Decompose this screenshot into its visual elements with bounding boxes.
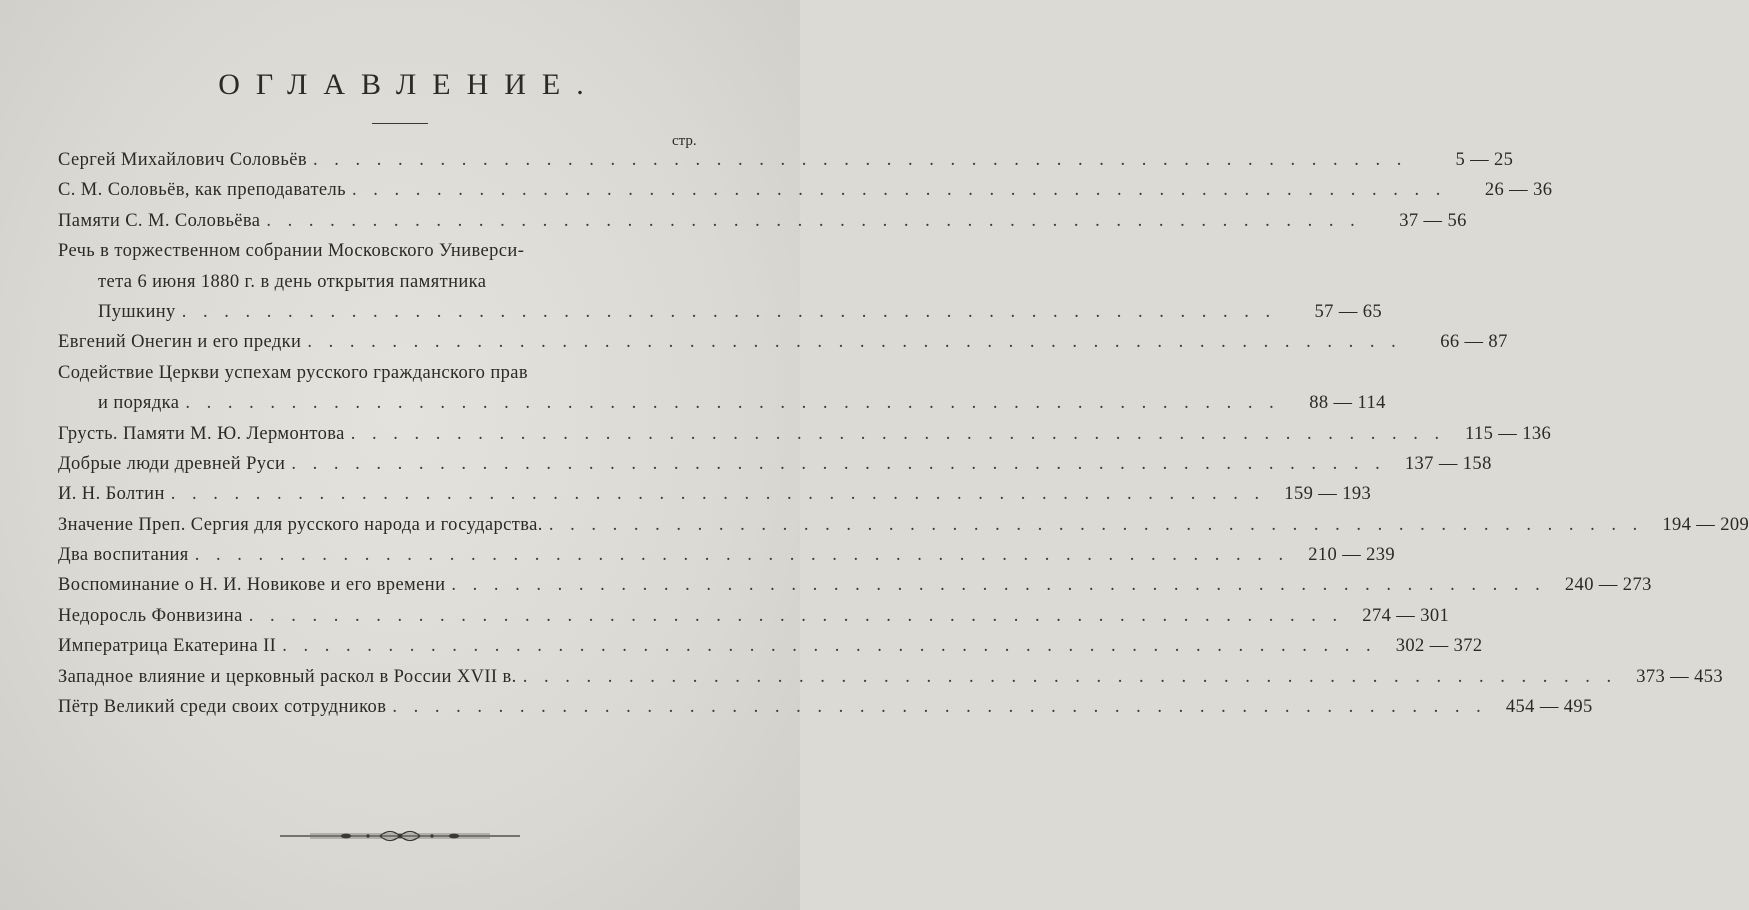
dot-leader: . . . . . . . . . . . . . . . . . . . . . . . . . . . . . . . . . . . . . . . . . . . . . . . . . . . .	[451, 575, 1546, 596]
toc-line	[58, 697, 1593, 727]
toc-entry	[58, 241, 1383, 332]
toc-line	[58, 423, 1552, 454]
table-of-contents	[58, 150, 1749, 727]
toc-line	[58, 605, 1450, 636]
toc-line	[58, 545, 1396, 575]
toc-entry-title: Евгений Онегин и его предки	[58, 332, 302, 353]
toc-entry-title: С. М. Соловьёв, как преподаватель	[58, 180, 347, 201]
toc-line	[58, 484, 1372, 514]
toc-entry-title: Воспоминание о Н. И. Новикове и его времени	[58, 575, 446, 596]
toc-line	[58, 575, 1652, 605]
toc-entry	[58, 453, 1492, 484]
toc-entry	[58, 697, 1593, 727]
toc-entry	[58, 636, 1483, 666]
toc-line	[58, 241, 734, 271]
toc-page-range: 115 — 136	[1465, 423, 1552, 444]
toc-page-range: 66 — 87	[1440, 332, 1508, 353]
toc-line	[58, 301, 1383, 332]
toc-entry	[58, 150, 1514, 180]
dot-leader: . . . . . . . . . . . . . . . . . . . . . . . . . . . . . . . . . . . . . . . . . . . . . . . . . . . .	[181, 301, 1277, 322]
toc-entry	[58, 362, 1386, 424]
toc-entry	[58, 575, 1652, 605]
toc-page-range: 37 — 56	[1399, 210, 1467, 231]
toc-entry	[58, 332, 1508, 362]
toc-entry	[58, 545, 1396, 575]
toc-entry-title: Пушкину	[98, 301, 176, 322]
toc-page-range: 240 — 273	[1564, 575, 1652, 596]
toc-entry-title: Два воспитания	[58, 545, 189, 566]
dot-leader: . . . . . . . . . . . . . . . . . . . . . . . . . . . . . . . . . . . . . . . . . . . . . . . . . . . .	[548, 514, 1644, 535]
toc-entry-title: тета 6 июня 1880 г. в день открытия памятника	[98, 271, 487, 292]
toc-entry	[58, 605, 1450, 636]
toc-page-range: 137 — 158	[1404, 453, 1492, 474]
toc-entry-title: и порядка	[98, 393, 180, 414]
toc-entry	[58, 423, 1552, 454]
toc-page-range: 159 — 193	[1284, 484, 1372, 505]
dot-leader: . . . . . . . . . . . . . . . . . . . . . . . . . . . . . . . . . . . . . . . . . . . . . . . . . . . .	[350, 423, 1446, 444]
dot-leader: . . . . . . . . . . . . . . . . . . . . . . . . . . . . . . . . . . . . . . . . . . . . . . . . . . . .	[392, 697, 1487, 718]
dot-leader: . . . . . . . . . . . . . . . . . . . . . . . . . . . . . . . . . . . . . . . . . . . . . . . . . . . .	[291, 453, 1386, 474]
toc-page-range: 5 — 25	[1455, 150, 1514, 170]
dot-leader: . . . . . . . . . . . . . . . . . . . . . . . . . . . . . . . . . . . . . . . . . . . . . . . . . . . .	[248, 605, 1344, 626]
toc-page-range: 26 — 36	[1484, 180, 1553, 201]
toc-page-range: 194 — 209	[1662, 514, 1749, 535]
toc-entry	[58, 210, 1467, 241]
toc-entry-title: Памяти С. М. Соловьёва	[58, 210, 261, 231]
toc-page-range: 373 — 453	[1636, 666, 1724, 687]
toc-page-range: 454 — 495	[1505, 697, 1593, 718]
toc-line	[58, 332, 1508, 362]
toc-line	[58, 636, 1483, 666]
dot-leader: . . . . . . . . . . . . . . . . . . . . . . . . . . . . . . . . . . . . . . . . . . . . . . . . . . . .	[194, 545, 1290, 566]
toc-entry-title: Императрица Екатерина II	[58, 636, 277, 657]
toc-entry-title: Содействие Церкви успехам русского гражданского прав	[58, 362, 529, 383]
toc-entry	[58, 666, 1724, 697]
toc-line	[58, 210, 1467, 241]
dot-leader: . . . . . . . . . . . . . . . . . . . . . . . . . . . . . . . . . . . . . . . . . . . . . . . . . . . .	[266, 210, 1361, 231]
toc-page-range: 274 — 301	[1362, 605, 1450, 626]
toc-entry-title: Недоросль Фонвизина	[58, 605, 243, 626]
toc-entry-title: Речь в торжественном собрании Московского Универси-	[58, 241, 525, 262]
ornament-divider	[280, 824, 520, 848]
dot-leader: . . . . . . . . . . . . . . . . . . . . . . . . . . . . . . . . . . . . . . . . . . . . . . . . . . . .	[307, 332, 1402, 353]
toc-line	[58, 393, 1386, 423]
dot-leader: . . . . . . . . . . . . . . . . . . . . . . . . . . . . . . . . . . . . . . . . . . . . . . . . . . . .	[312, 150, 1408, 170]
toc-page-range: 210 — 239	[1308, 545, 1396, 566]
title-rule	[372, 123, 428, 124]
dot-leader: . . . . . . . . . . . . . . . . . . . . . . . . . . . . . . . . . . . . . . . . . . . . . . . . . . . .	[282, 636, 1377, 657]
toc-line	[58, 150, 1514, 180]
dot-leader: . . . . . . . . . . . . . . . . . . . . . . . . . . . . . . . . . . . . . . . . . . . . . . . . . . . .	[170, 484, 1266, 505]
toc-entry	[58, 514, 1749, 545]
page-column-label: стр.	[672, 133, 697, 149]
toc-entry-title: Значение Преп. Сергия для русского народа и государства.	[58, 514, 543, 535]
toc-line	[58, 514, 1749, 545]
dot-leader: . . . . . . . . . . . . . . . . . . . . . . . . . . . . . . . . . . . . . . . . . . . . . . . . . . . .	[185, 393, 1280, 414]
toc-line	[58, 453, 1492, 484]
toc-entry-title: Западное влияние и церковный раскол в России XVII в.	[58, 666, 517, 687]
toc-page-range: 302 — 372	[1395, 636, 1483, 657]
toc-entry-title: Грусть. Памяти М. Ю. Лермонтова	[58, 423, 345, 444]
dot-leader: . . . . . . . . . . . . . . . . . . . . . . . . . . . . . . . . . . . . . . . . . . . . . . . . . . . .	[522, 666, 1618, 687]
toc-entry-title: Добрые люди древней Руси	[58, 453, 286, 474]
toc-line	[58, 272, 734, 302]
toc-line	[58, 180, 1553, 210]
toc-entry	[58, 484, 1372, 514]
toc-entry-title: Пётр Великий среди своих сотрудников	[58, 697, 387, 718]
toc-entry-title: И. Н. Болтин	[58, 484, 165, 505]
page-title: ОГЛАВЛЕНИЕ.	[218, 68, 600, 101]
toc-page-range: 57 — 65	[1314, 301, 1383, 322]
toc-page-range: 88 — 114	[1309, 393, 1386, 414]
toc-entry	[58, 180, 1553, 210]
toc-entry-title: Сергей Михайлович Соловьёв	[58, 150, 307, 170]
toc-line	[58, 363, 734, 393]
toc-line	[58, 666, 1724, 697]
dot-leader: . . . . . . . . . . . . . . . . . . . . . . . . . . . . . . . . . . . . . . . . . . . . . . . . . . . .	[352, 180, 1447, 201]
